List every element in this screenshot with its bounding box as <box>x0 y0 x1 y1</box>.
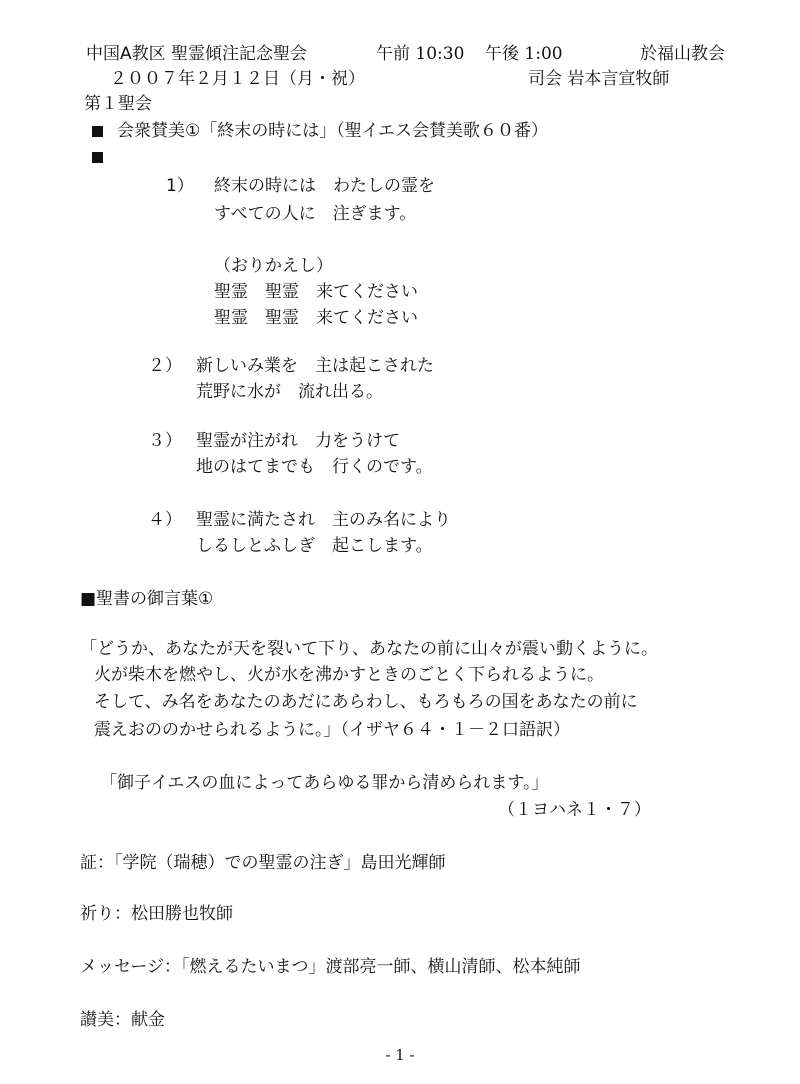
scripture-quote-line: そして、み名をあなたのあだにあらわし、もろもろの国をあなたの前に <box>94 692 638 712</box>
scripture-heading: ■聖書の御言葉① <box>80 589 214 609</box>
verse-number: ４） <box>148 510 182 530</box>
prayer: 祈り：松田勝也牧師 <box>80 904 233 924</box>
verse-line: 地のはてまでも 行くのです。 <box>196 457 433 477</box>
message: メッセージ：「燃えるたいまつ」渡部亮一師、横山清師、松本純師 <box>80 957 581 977</box>
testimony: 証：「学院（瑞穂）での聖霊の注ぎ」島田光輝師 <box>80 853 446 873</box>
verse-line: 荒野に水が 流れ出る。 <box>196 382 383 402</box>
verse-line: 新しいみ業を 主は起こされた <box>196 356 434 376</box>
verse-line: 終末の時には わたしの霊を <box>214 176 435 196</box>
afternoon-time: 午後 1:00 <box>485 44 563 64</box>
scripture-reference: （１ヨハネ１・７） <box>498 800 651 820</box>
praise-offering: 讃美：献金 <box>80 1010 165 1030</box>
scripture-quote-line: 「どうか、あなたが天を裂いて下り、あなたの前に山々が震い動くように。 <box>80 639 658 659</box>
hymn-title: 会衆賛美①「終末の時には」（聖イエス会賛美歌６０番） <box>117 121 549 141</box>
master-of-ceremonies: 司会 岩本言宣牧師 <box>528 69 670 89</box>
verse-line: 聖霊に満たされ 主のみ名により <box>196 510 451 530</box>
verse-line: しるしとふしぎ 起こします。 <box>196 536 433 556</box>
hymn-bullet <box>92 123 103 140</box>
verse-line: すべての人に 注ぎます。 <box>214 204 417 224</box>
venue: 於福山教会 <box>640 44 725 64</box>
session-title: 第１聖会 <box>84 94 152 114</box>
scripture-quote-line: 火が柴木を燃やし、火が水を沸かすときのごとく下られるように。 <box>94 665 604 685</box>
bullet-marker <box>92 149 103 166</box>
refrain-line: 聖霊 聖霊 来てください <box>214 282 418 302</box>
morning-time: 午前 10:30 <box>376 44 465 64</box>
refrain-line: 聖霊 聖霊 来てください <box>214 308 418 328</box>
page-number: - 1 - <box>385 1046 415 1064</box>
verse-line: 聖霊が注がれ 力をうけて <box>196 431 400 451</box>
event-date: ２００７年２月１２日（月・祝） <box>110 69 365 89</box>
verse-number: 1） <box>166 176 194 196</box>
scripture-quote-line: 震えおののかせられるように。」（イザヤ６４・１－２口語訳） <box>94 720 570 740</box>
refrain-label: （おりかえし） <box>214 256 333 276</box>
event-title: 中国A教区 聖霊傾注記念聖会 <box>86 44 308 64</box>
scripture-quote-line: 「御子イエスの血によってあらゆる罪から清められます。」 <box>100 773 549 793</box>
verse-number: ２） <box>148 356 182 376</box>
verse-number: ３） <box>148 431 182 451</box>
